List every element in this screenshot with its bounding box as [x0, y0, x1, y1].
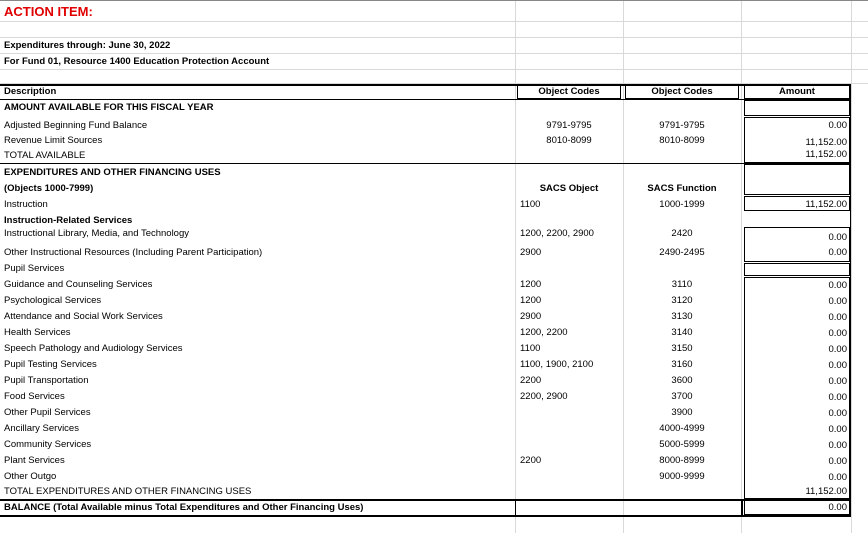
fund-resource: For Fund 01, Resource 1400 Education Protection Account: [4, 56, 270, 67]
object-code-cell: 1200, 2200: [520, 327, 568, 338]
amount-cell: 0.00: [828, 472, 847, 483]
amount-cell: 0.00: [828, 392, 847, 403]
row-label: Instructional Library, Media, and Technology: [4, 228, 190, 239]
object-code-cell: 1100: [520, 343, 541, 354]
action-item-title: ACTION ITEM:: [4, 4, 93, 19]
row-label: Guidance and Counseling Services: [4, 279, 153, 290]
amount-cell: 0.00: [828, 456, 847, 467]
amount-cell: 0.00: [828, 232, 847, 243]
object-code-cell: 2900: [520, 247, 542, 258]
grid-line: [0, 37, 868, 38]
object-code-cell: 3160: [671, 359, 693, 370]
row-label: Pupil Testing Services: [4, 359, 97, 370]
row-label: Other Instructional Resources (Including Parent Participation): [4, 247, 263, 258]
amount-cell: 11,152.00: [805, 199, 847, 210]
object-code-cell: 2200, 2900: [520, 391, 568, 402]
object-code-cell: 3700: [671, 391, 693, 402]
total-border: [0, 499, 851, 501]
description-header: Description: [4, 86, 57, 97]
objects-range: (Objects 1000-7999): [4, 183, 94, 194]
amount-cell: [744, 263, 850, 276]
object-code-cell: 3150: [671, 343, 693, 354]
sacs-function-header: SACS Function: [647, 183, 717, 194]
row-label: Health Services: [4, 327, 71, 338]
object-code-cell: 1200: [520, 295, 542, 306]
object-code-cell: 2420: [671, 228, 693, 239]
row-label: Instruction: [4, 199, 48, 210]
category-heading: Instruction-Related Services: [4, 215, 133, 226]
object-code-cell: 2900: [520, 311, 542, 322]
object-code-cell: 1200: [520, 279, 542, 290]
amount-cell: 0.00: [828, 360, 847, 371]
object-code-cell: 8010-8099: [546, 135, 592, 146]
object-code-cell: 1100: [520, 199, 541, 210]
grid-line: [0, 21, 868, 22]
row-label: Speech Pathology and Audiology Services: [4, 343, 183, 354]
row-label: Ancillary Services: [4, 423, 79, 434]
row-label: Pupil Services: [4, 263, 65, 274]
object-code-cell: 3130: [671, 311, 693, 322]
row-label: Attendance and Social Work Services: [4, 311, 163, 322]
cell-divider: [515, 501, 516, 515]
balance-border: [0, 515, 851, 517]
row-label: Pupil Transportation: [4, 375, 89, 386]
amount-cell: 0.00: [828, 247, 847, 258]
amount-cell: 0.00: [828, 502, 847, 513]
object-code-cell: 8010-8099: [659, 135, 705, 146]
amount-cell: 11,152.00: [805, 137, 847, 148]
amount-cell: 0.00: [828, 424, 847, 435]
grid-line: [741, 0, 742, 533]
row-label: Food Services: [4, 391, 65, 402]
row-label: Revenue Limit Sources: [4, 135, 103, 146]
grid-line: [515, 0, 516, 533]
object-code-cell: 9000-9999: [659, 471, 705, 482]
grid-line: [851, 0, 852, 533]
row-label: Other Outgo: [4, 471, 57, 482]
object-code-cell: 1200, 2200, 2900: [520, 228, 594, 239]
row-label: Adjusted Beginning Fund Balance: [4, 120, 148, 131]
object-code-cell: 1000-1999: [659, 199, 705, 210]
grid-line: [0, 69, 868, 70]
section-heading: AMOUNT AVAILABLE FOR THIS FISCAL YEAR: [4, 102, 214, 113]
object-code-cell: 9791-9795: [546, 120, 592, 131]
amount-cell: 0.00: [828, 120, 847, 131]
amount-block: [744, 277, 850, 499]
amount-cell: 0.00: [828, 312, 847, 323]
amount-cell: 0.00: [828, 344, 847, 355]
expenditures-date: Expenditures through: June 30, 2022: [4, 40, 171, 51]
total-expenditures-label: TOTAL EXPENDITURES AND OTHER FINANCING USES: [4, 486, 252, 497]
row-label: Community Services: [4, 439, 92, 450]
object-code-cell: 3120: [671, 295, 693, 306]
object-code-cell: 5000-5999: [659, 439, 705, 450]
object-code-cell: 8000-8999: [659, 455, 705, 466]
sacs-object-header: SACS Object: [539, 183, 599, 194]
object-code-cell: 3140: [671, 327, 693, 338]
amount-cell: 0.00: [828, 328, 847, 339]
object-codes-header: Object Codes: [538, 86, 600, 97]
header-bottom-border: [0, 99, 851, 100]
amount-cell: [744, 100, 850, 116]
object-code-cell: 3900: [671, 407, 693, 418]
total-available-label: TOTAL AVAILABLE: [4, 150, 86, 161]
amount-cell: 0.00: [828, 376, 847, 387]
object-code-cell: 4000-4999: [659, 423, 705, 434]
section-heading: EXPENDITURES AND OTHER FINANCING USES: [4, 167, 221, 178]
object-code-cell: 2200: [520, 455, 542, 466]
row-label: Psychological Services: [4, 295, 102, 306]
amount-cell: 0.00: [828, 408, 847, 419]
object-codes-header: Object Codes: [651, 86, 713, 97]
amount-cell: [744, 164, 850, 195]
amount-cell: 11,152.00: [805, 486, 847, 497]
right-border: [850, 84, 851, 517]
object-code-cell: 3600: [671, 375, 693, 386]
grid-line: [623, 0, 624, 533]
amount-cell: 0.00: [828, 296, 847, 307]
object-code-cell: 2200: [520, 375, 542, 386]
amount-cell: 0.00: [828, 440, 847, 451]
balance-label: BALANCE (Total Available minus Total Expenditures and Other Financing Uses): [4, 502, 364, 513]
amount-cell: 0.00: [828, 280, 847, 291]
border-line: [0, 0, 868, 1]
row-label: Other Pupil Services: [4, 407, 91, 418]
object-code-cell: 9791-9795: [659, 120, 705, 131]
row-label: Plant Services: [4, 455, 65, 466]
cell-divider: [741, 501, 743, 515]
grid-line: [0, 53, 868, 54]
amount-cell: 11,152.00: [805, 149, 847, 160]
object-code-cell: 2490-2495: [659, 247, 705, 258]
object-code-cell: 1100, 1900, 2100: [520, 359, 594, 370]
object-code-cell: 3110: [671, 279, 693, 290]
section-border: [0, 163, 851, 164]
amount-header: Amount: [779, 86, 815, 97]
